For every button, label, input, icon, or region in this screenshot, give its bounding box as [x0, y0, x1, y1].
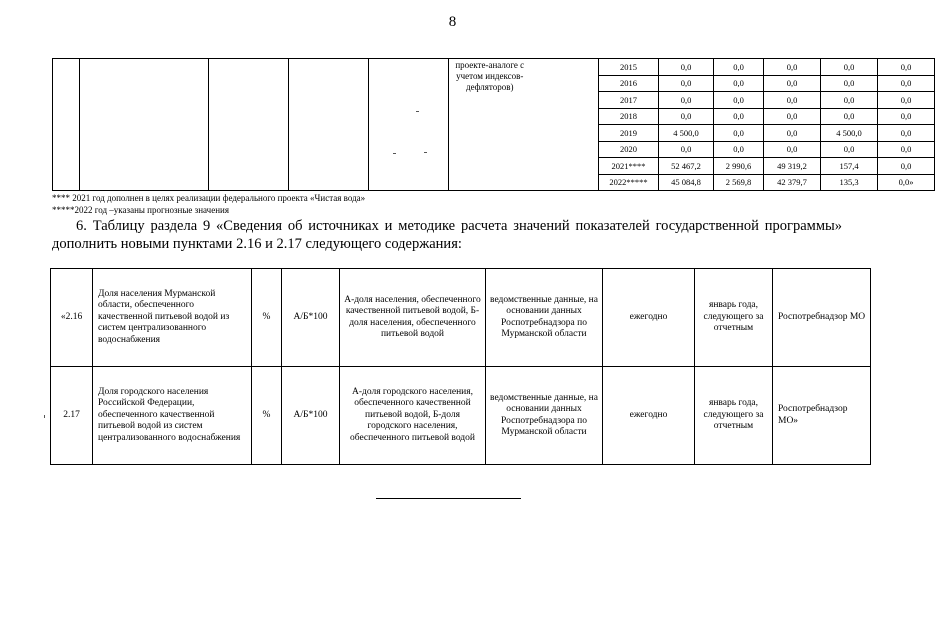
amount-cell: 0,0: [764, 59, 821, 76]
year-cell: 2016: [599, 75, 659, 92]
scan-mark: [44, 415, 45, 418]
amount-cell: 0,0: [659, 92, 714, 109]
footnote-2021: **** 2021 год дополнен в целях реализации федерального проекта «Чистая вода»: [52, 193, 366, 203]
amount-cell: 0,0: [659, 59, 714, 76]
calculation-formula: А/Б*100: [282, 269, 340, 367]
amount-cell: 0,0: [878, 125, 935, 142]
empty-cell: [531, 59, 599, 191]
formula-variables: А-доля городского населения, обеспеченного качественной питьевой водой, Б-доля городского населения, обеспеченного питьевой водой: [340, 367, 486, 465]
responsible-body: Роспотребнадзор МО»: [773, 367, 871, 465]
amount-cell: 2 569,8: [714, 174, 764, 191]
amount-cell: 0,0: [714, 108, 764, 125]
year-cell: 2015: [599, 59, 659, 76]
amount-cell: 0,0: [764, 75, 821, 92]
amendment-paragraph: 6. Таблицу раздела 9 «Сведения об источниках и методике расчета значений показателей государственной программы» дополнить новыми пунктами 2.16 и 2.17 следующего содержания:: [52, 218, 842, 252]
unit-of-measure: %: [252, 367, 282, 465]
scan-mark: [393, 153, 396, 154]
amount-cell: 0,0: [821, 75, 878, 92]
amount-cell: 135,3: [821, 174, 878, 191]
amount-cell: 0,0: [821, 59, 878, 76]
amount-cell: 2 990,6: [714, 158, 764, 175]
page-number: 8: [448, 14, 457, 30]
footnote-2022: *****2022 год –указаны прогнозные значения: [52, 205, 229, 215]
indicator-name: Доля городского населения Российской Федерации, обеспеченного качественной питьевой водой из систем централизованного водоснабжения: [93, 367, 252, 465]
amount-cell: 0,0: [878, 141, 935, 158]
scan-mark: [424, 152, 427, 153]
amount-cell: 45 084,8: [659, 174, 714, 191]
amount-cell: 49 319,2: [764, 158, 821, 175]
year-cell: 2021****: [599, 158, 659, 175]
amount-cell: 0,0: [714, 75, 764, 92]
reporting-frequency: ежегодно: [603, 269, 695, 367]
amount-cell: 0,0: [878, 108, 935, 125]
unit-of-measure: %: [252, 269, 282, 367]
reporting-deadline: январь года, следующего за отчетным: [695, 269, 773, 367]
amount-cell: 0,0: [714, 141, 764, 158]
indicator-number: 2.17: [51, 367, 93, 465]
year-row: [53, 59, 935, 76]
amount-cell: 0,0: [821, 141, 878, 158]
scan-mark: [416, 111, 419, 112]
financing-table-continuation: [52, 58, 935, 191]
year-cell: 2020: [599, 141, 659, 158]
amount-cell: 0,0: [878, 158, 935, 175]
reporting-frequency: ежегодно: [603, 367, 695, 465]
data-source: ведомственные данные, на основании данных Роспотребнадзора по Мурманской области: [486, 269, 603, 367]
amount-cell: 0,0: [659, 75, 714, 92]
responsible-body: Роспотребнадзор МО: [773, 269, 871, 367]
year-cell: 2022*****: [599, 174, 659, 191]
amount-cell: 0,0: [878, 92, 935, 109]
amount-cell: 0,0: [659, 108, 714, 125]
amount-cell: 4 500,0: [821, 125, 878, 142]
amount-cell: 0,0: [714, 59, 764, 76]
indicator-name: Доля населения Мурманской области, обеспеченного качественной питьевой водой из систем централизованного водоснабжения: [93, 269, 252, 367]
empty-cell: [289, 59, 369, 191]
indicator-number: «2.16: [51, 269, 93, 367]
amount-cell: 0,0: [764, 125, 821, 142]
amount-cell: 0,0: [878, 59, 935, 76]
amount-cell: 0,0»: [878, 174, 935, 191]
year-cell: 2017: [599, 92, 659, 109]
indicator-row: [51, 367, 871, 465]
amount-cell: 0,0: [764, 141, 821, 158]
year-cell: 2018: [599, 108, 659, 125]
amount-cell: 157,4: [821, 158, 878, 175]
amount-cell: 0,0: [714, 125, 764, 142]
amount-cell: 0,0: [878, 75, 935, 92]
amount-cell: 0,0: [764, 92, 821, 109]
closing-separator-line: [376, 498, 521, 499]
indicator-sources-table: [50, 268, 871, 465]
formula-variables: А-доля населения, обеспеченного качественной питьевой водой, Б-доля населения, обеспеченного питьевой водой: [340, 269, 486, 367]
amount-cell: 0,0: [659, 141, 714, 158]
data-source: ведомственные данные, на основании данных Роспотребнадзора по Мурманской области: [486, 367, 603, 465]
empty-cell: [80, 59, 209, 191]
empty-cell: [369, 59, 449, 191]
amount-cell: 0,0: [714, 92, 764, 109]
amount-cell: 52 467,2: [659, 158, 714, 175]
amount-cell: 0,0: [821, 92, 878, 109]
amount-cell: 0,0: [821, 108, 878, 125]
amount-cell: 0,0: [764, 108, 821, 125]
calculation-formula: А/Б*100: [282, 367, 340, 465]
cost-basis-description: проекте-аналоге с учетом индексов-дефляторов): [449, 59, 531, 191]
empty-cell: [209, 59, 289, 191]
year-cell: 2019: [599, 125, 659, 142]
amount-cell: 4 500,0: [659, 125, 714, 142]
reporting-deadline: январь года, следующего за отчетным: [695, 367, 773, 465]
indicator-row: [51, 269, 871, 367]
empty-cell: [53, 59, 80, 191]
amount-cell: 42 379,7: [764, 174, 821, 191]
